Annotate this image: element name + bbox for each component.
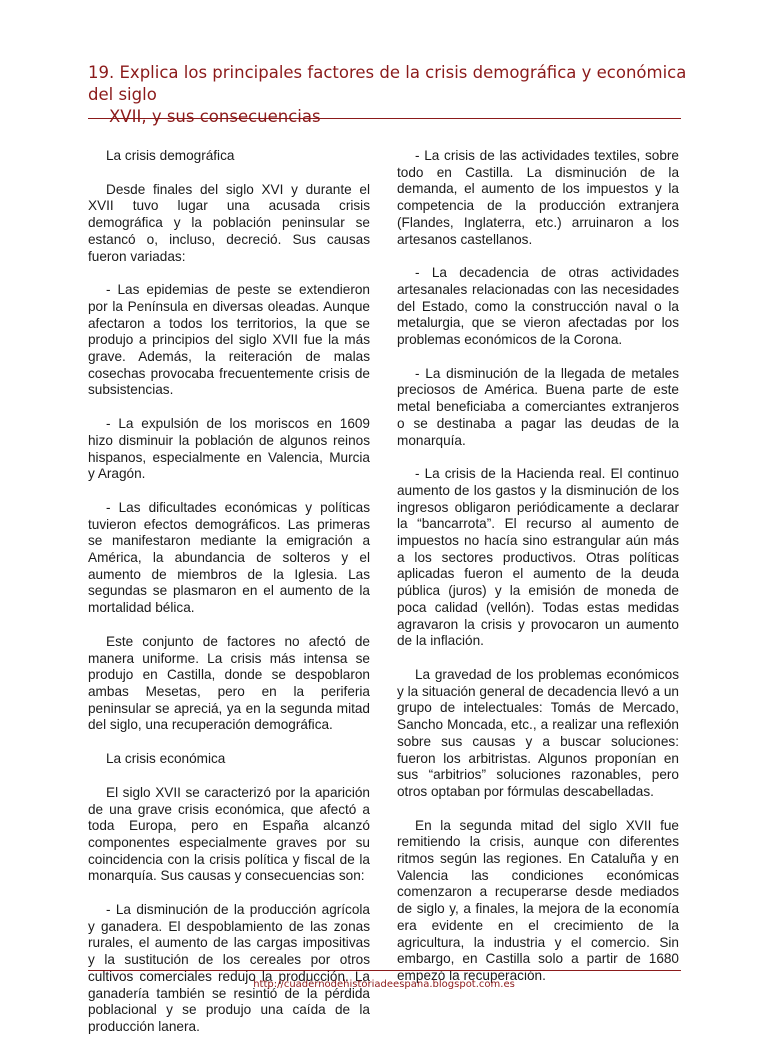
paragraph: - La disminución de la producción agrícola y ganadera. El despoblamiento de las zonas rurales, el aumento de las cargas impositivas y la sustitución de los cereales por otros cultivos comerciales redujo la producción. La ganadería también se resintió de la pérdida poblacional y se produjo una caída de la producción lanera. (88, 902, 370, 1034)
section-heading-demographic: La crisis demográfica (106, 148, 235, 163)
title-line-2: XVII, y sus consecuencias (109, 107, 321, 126)
paragraph: El siglo XVII se caracterizó por la aparición de una grave crisis económica, que afectó a toda Europa, pero en España alcanzó componentes especialmente graves por su coincidencia con la crisis política y fiscal de la monarquía. Sus causas y consecuencias son: (88, 784, 370, 884)
paragraph: Este conjunto de factores no afectó de manera uniforme. La crisis más intensa se produjo en Castilla, donde se despoblaron ambas Mesetas, pero en la periferia peninsular se apreciá, ya en la segunda mitad del siglo, una recuperación demográfica. (88, 633, 370, 733)
paragraph: - La crisis de la Hacienda real. El continuo aumento de los gastos y la disminución de los ingresos obligaron periódicamente a declarar la “bancarrota”. El recurso al aumento de impuestos no hacía sino estrangular aún más a los sectores productivos. Otras políticas aplicadas fueron el aumento de la deuda pública (juros) y la emisión de moneda de poca calidad (vellón). Todas estas medidas agravaron la crisis y provocaron un aumento de la inflación. (397, 466, 679, 649)
paragraph: - La decadencia de otras actividades artesanales relacionadas con las necesidades del Estado, como la construcción naval o la metalurgia, que se vieron afectadas por los problemas económicos de la Corona. (397, 265, 679, 348)
paragraph: - La disminución de la llegada de metales preciosos de América. Buena parte de este metal beneficiaba a comerciantes extranjeros o se destinaba a pagar las deudas de la monarquía. (397, 365, 679, 448)
footer-divider (88, 970, 681, 971)
paragraph: Desde finales del siglo XVI y durante el XVII tuvo lugar una acusada crisis demográfica y la población peninsular se estancó o, incluso, decreció. Sus causas fueron variadas: (88, 181, 370, 264)
footer-link[interactable]: http://cuadernodehistoriadeespana.blogspot.com.es (253, 979, 515, 990)
section-heading-economic: La crisis económica (106, 751, 226, 767)
right-column (397, 148, 679, 1002)
paragraph: - Las epidemias de peste se extendieron por la Península en diversas oleadas. Aunque afectaron a todos los territorios, la que se produjo a principios del siglo XVII fue la más grave. Además, la reiteración de malas cosechas provocaba frecuentemente crisis de subsistencias. (88, 282, 370, 398)
question-number: 19. (88, 63, 115, 82)
left-column (88, 148, 370, 1053)
paragraph: La gravedad de los problemas económicos y la situación general de decadencia llevó a un grupo de intelectuales: Tomás de Mercado, Sancho Moncada, etc., a realizar una reflexión sobre sus causas y a buscar soluciones: fueron los arbitristas. Algunos proponían en sus “arbitrios” soluciones razonables, pero otros optaban por fórmulas descabelladas. (397, 666, 679, 799)
header-divider (88, 118, 681, 119)
paragraph: En la segunda mitad del siglo XVII fue remitiendo la crisis, aunque con diferentes ritmos según las regiones. En Cataluña y en Valencia las condiciones económicas comenzaron a recuperarse desde mediados de siglo y, a finales, la mejora de la economía era evidente en el crecimiento de la agricultura, la industria y el comercio. Sin embargo, en Castilla solo a partir de 1680 empezó la recuperación. (397, 817, 679, 983)
paragraph: - La crisis de las actividades textiles, sobre todo en Castilla. La disminución de la demanda, el aumento de los impuestos y la competencia de la producción extranjera (Flandes, Inglaterra, etc.) arruinaron a los artesanos castellanos. (397, 148, 679, 247)
paragraph: - La expulsión de los moriscos en 1609 hizo disminuir la población de algunos reinos hispanos, especialmente en Valencia, Murcia y Aragón. (88, 416, 370, 482)
title-line-1: Explica los principales factores de la crisis demográfica y económica del siglo (88, 63, 687, 104)
paragraph: - Las dificultades económicas y políticas tuvieron efectos demográficos. Las primeras se manifestaron mediante la emigración a América, la abundancia de solteros y el aumento de miembros de la Iglesia. Las segundas se plasmaron en el aumento de la mortalidad bélica. (88, 499, 370, 616)
